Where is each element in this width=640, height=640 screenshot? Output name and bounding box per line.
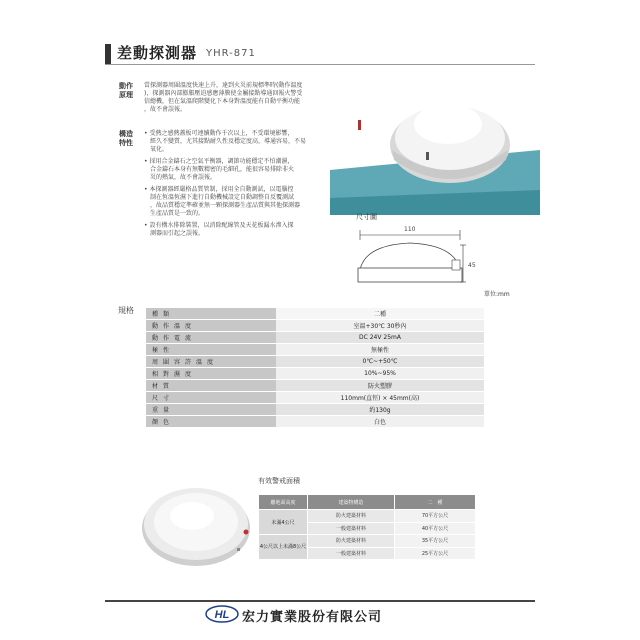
area-structure: 防火建築材料 (308, 535, 395, 548)
features-label: 構造特性 (119, 130, 133, 147)
spec-key: 極性 (146, 344, 276, 356)
spec-row (146, 392, 484, 404)
feature-line: 經久不變質，尤其接點耐久性及穩定度高，導通容易，不易 (150, 138, 307, 145)
area-structure: 一般建築材料 (308, 547, 395, 560)
principle-line: ，故不會誤報。 (144, 106, 187, 113)
spec-row (146, 320, 484, 332)
spec-row (146, 332, 484, 344)
spec-value: 二種 (276, 308, 484, 320)
area-row (259, 535, 476, 548)
feature-line: • 設有構水排除裝置，以消除配線管及天花板漏水滲入探 (144, 222, 294, 229)
model-number: YHR-871 (206, 48, 256, 59)
spec-key: 周圍容許溫度 (146, 356, 276, 368)
feature-line: • 採用合金鑄石之空氣平衡器，調節功能穩定不怕潮濕， (144, 158, 294, 165)
area-header: 離地面高度 (259, 495, 308, 510)
spec-row (146, 308, 484, 320)
feature-line: 合金鑄石本身有無數精密的毛細孔，能很容易排除非火 (150, 166, 295, 173)
spec-value: 0℃~+50℃ (276, 356, 484, 368)
dimension-width: 110 (404, 226, 416, 233)
principle-line: )，探測器內部膨脹壓迫感應薄膜使金屬接點導通回報火警受 (144, 90, 303, 97)
area-title: 有效警戒面積 (258, 477, 300, 485)
spec-row (146, 380, 484, 392)
area-height: 未滿4公尺 (259, 510, 308, 535)
spec-row (146, 404, 484, 416)
spec-table (146, 308, 484, 428)
spec-value: 無極性 (276, 344, 484, 356)
area-structure: 防火建築材料 (308, 510, 395, 523)
dimension-title: 尺寸圖 (356, 213, 377, 221)
area-row (259, 510, 476, 523)
feature-line: ，故品質穩定準確並無一顆探測器生產品質與其他探測器 (150, 202, 301, 209)
feature-line: • 本探測器經嚴格品質管制，採用全自動測試，以電腦控 (144, 186, 294, 193)
principle-label: 動作原理 (119, 82, 133, 99)
features-list (144, 130, 354, 238)
feature-line: 測器而引起之誤報。 (150, 230, 205, 237)
spec-key: 顏色 (146, 416, 276, 428)
title-accent-bar (105, 44, 111, 64)
spec-row (146, 416, 484, 428)
title-divider (105, 64, 535, 65)
product-photo-bottom (140, 478, 252, 568)
logo-text: HL (214, 609, 230, 621)
spec-key: 種類 (146, 308, 276, 320)
spec-label: 規格 (118, 306, 134, 315)
feature-line: 生產品質是一致的。 (150, 210, 205, 217)
product-photo-teal (330, 80, 540, 295)
principle-line: 當探測器周圍溫度快速上升，達到火災前規標準時(動作溫度 (144, 82, 303, 89)
feature-item (144, 130, 354, 154)
feature-item (144, 158, 354, 182)
spec-key: 動作電流 (146, 332, 276, 344)
spec-row (146, 356, 484, 368)
company-name: 宏力實業股份有限公司 (242, 610, 383, 625)
area-value: 40平方公尺 (395, 522, 476, 535)
area-height: 4公尺以上未滿8公尺 (259, 535, 308, 560)
footer-divider (105, 600, 535, 602)
feature-line: 制在恆溫恆濕下進行自動機械設定自動調整自反覆測試 (150, 194, 295, 201)
dimension-height: 45 (468, 262, 476, 269)
area-header: 二 種 (395, 495, 476, 510)
spec-value: 10%~95% (276, 368, 484, 380)
area-header: 建築物構造 (308, 495, 395, 510)
spec-value: 110mm(直徑) × 45mm(高) (276, 392, 484, 404)
feature-line: 災的熱氣，故不會誤報。 (150, 174, 217, 181)
spec-value: 約130g (276, 404, 484, 416)
page-title: 差動探測器 (117, 44, 198, 62)
company-logo-icon (205, 605, 239, 623)
area-value: 70平方公尺 (395, 510, 476, 523)
spec-value: 防火塑膠 (276, 380, 484, 392)
area-structure: 一般建築材料 (308, 522, 395, 535)
feature-line: • 受熱之感熱蓋板可連續動作千次以上，不受環境影響， (144, 130, 294, 137)
spec-row (146, 344, 484, 356)
spec-key: 動作溫度 (146, 320, 276, 332)
spec-row (146, 368, 484, 380)
spec-value: DC 24V 25mA (276, 332, 484, 344)
area-value: 35平方公尺 (395, 535, 476, 548)
spec-key: 尺寸 (146, 392, 276, 404)
spec-value: 室溫+30℃ 30秒內 (276, 320, 484, 332)
feature-item (144, 186, 354, 218)
spec-value: 白色 (276, 416, 484, 428)
area-table (258, 494, 476, 560)
dimension-unit: 單位:mm (484, 291, 510, 298)
area-header-row (259, 495, 476, 510)
spec-key: 重量 (146, 404, 276, 416)
area-value: 25平方公尺 (395, 547, 476, 560)
feature-line: 氧化。 (150, 146, 169, 153)
spec-key: 材質 (146, 380, 276, 392)
spec-key: 相對濕度 (146, 368, 276, 380)
principle-line: 信總機，但在氣溫爬階變化下本身對溫度能有自動平衡功能 (144, 98, 301, 105)
feature-item (144, 222, 354, 238)
